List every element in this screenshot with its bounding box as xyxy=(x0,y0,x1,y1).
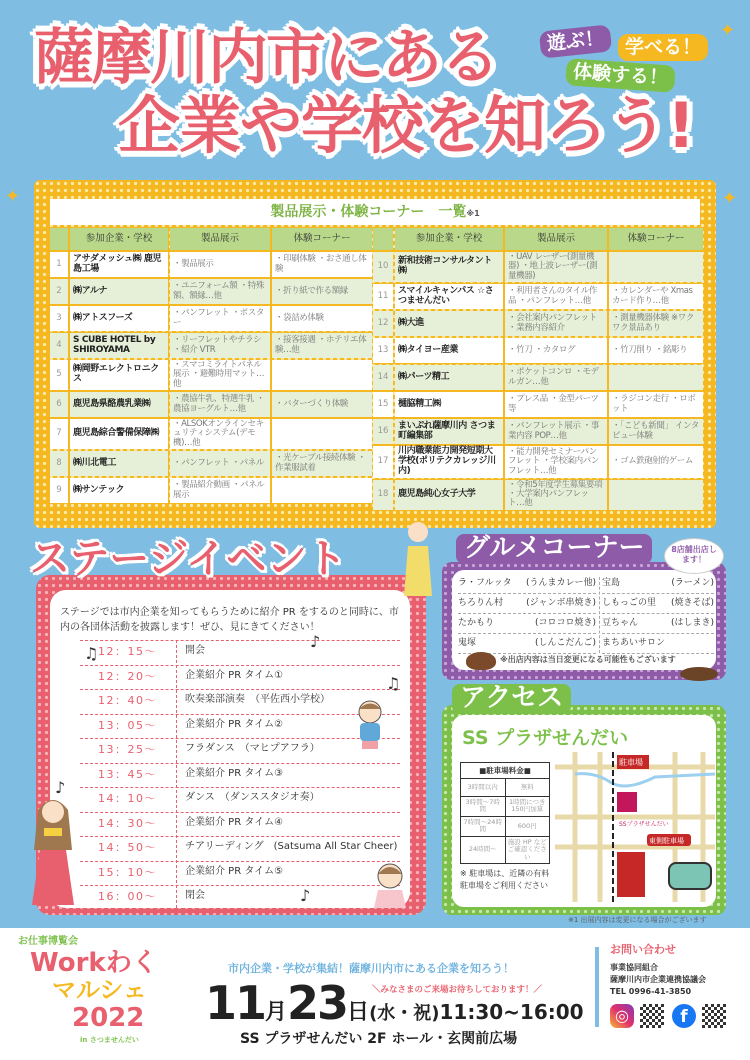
cell-no: 12 xyxy=(373,311,393,336)
shop-name: ちろりん村 xyxy=(458,598,504,608)
cell-no: 18 xyxy=(373,480,393,510)
table-row xyxy=(50,252,372,277)
table-row xyxy=(50,306,372,331)
parking-fee-row xyxy=(461,797,550,817)
schedule-event: チアリーディング (Satsuma All Star Cheer) xyxy=(185,841,398,852)
cell-no: 6 xyxy=(50,392,68,417)
shop-item xyxy=(602,595,714,614)
stage-intro: ステージでは市内企業を知ってもらうために紹介 PR をするのと同時に、市内の各団体活動を披露します！ぜひ、見にきてください！ xyxy=(60,607,399,633)
shop-name: 鬼塚 xyxy=(458,638,477,648)
cell-product: ・令和5年度学生募集要項 ・大学案内パンフレット…他 xyxy=(505,480,607,510)
bubble-play: 遊ぶ！ xyxy=(539,24,612,58)
schedule-time: 14：30～ xyxy=(98,816,157,830)
cell-company: ㈱大進 xyxy=(395,311,503,336)
table-row xyxy=(50,451,372,476)
gourmet-badge: 8店舗出店します！ xyxy=(664,538,724,574)
cell-product: ・パンフレット展示 ・事業内容 POP…他 xyxy=(505,419,607,444)
cell-no: 14 xyxy=(373,365,393,390)
schedule-time: 13：05～ xyxy=(98,718,157,732)
shop-name: しもっごの里 xyxy=(602,598,657,608)
exhibit-title xyxy=(50,199,700,225)
schedule-event: 企業紹介 PR タイム③ xyxy=(185,767,284,779)
cell-product: ・製品展示 xyxy=(170,252,270,277)
gourmet-title: グルメコーナー xyxy=(456,534,652,564)
schedule-row xyxy=(80,665,400,686)
cell-no: 7 xyxy=(50,419,68,449)
column-header: 体験コーナー xyxy=(609,228,703,250)
contact-divider xyxy=(595,947,599,1027)
parking-duration: 3時間以内 xyxy=(461,779,506,797)
schedule-row xyxy=(80,885,400,906)
headline-line2: 企業や学校を知ろう! xyxy=(118,89,695,162)
table-row xyxy=(50,392,372,417)
cell-no: 9 xyxy=(50,478,68,503)
map-parking-label: 駐車場 xyxy=(619,758,643,767)
tagline: 市内企業・学校が集結！薩摩川内市にある企業を知ろう！ xyxy=(228,962,514,975)
cell-experience: ・カレンダーや Xmas カード作り…他 xyxy=(609,284,703,309)
column-header xyxy=(373,228,393,250)
column-header: 製品展示 xyxy=(170,228,270,250)
event-time: 11:30~16:00 xyxy=(439,1000,584,1024)
parking-fee: 1時間につき150円加算 xyxy=(505,797,550,817)
map-east-parking-label: 東側駐車場 xyxy=(649,837,684,845)
date-day: 23 xyxy=(287,976,348,1030)
schedule-time: 15：10～ xyxy=(98,865,157,879)
cell-company: ㈱タイヨー産業 xyxy=(395,338,503,363)
table-row xyxy=(373,365,703,390)
cell-company: ㈱アトスフーズ xyxy=(70,306,168,331)
schedule-event: 企業紹介 PR タイム① xyxy=(185,669,284,681)
exhibit-title-note: ※1 xyxy=(466,209,480,218)
schedule-event: 企業紹介 PR タイム② xyxy=(185,718,284,730)
schedule-time: 16：00～ xyxy=(98,890,157,903)
cell-experience: ・印刷体験 ・おさ通し体験 xyxy=(272,252,372,277)
music-note-icon: ♪ xyxy=(300,886,311,905)
map-venue-label: SSプラザせんだい xyxy=(619,821,669,828)
footnote: ※1 出展内容は変更になる場合がございます xyxy=(568,916,707,924)
shop-menu: (ジャンボ串焼き) xyxy=(526,598,596,608)
music-note-icon: ♪ xyxy=(55,778,66,797)
cell-company: 鹿児島県酪農乳業㈱ xyxy=(70,392,168,417)
table-row xyxy=(50,478,372,503)
cell-experience xyxy=(272,478,372,503)
music-note-icon: ♫ xyxy=(386,674,401,693)
table-row xyxy=(373,252,703,282)
date-month-unit: 月 xyxy=(265,1000,288,1025)
table-row xyxy=(373,311,703,336)
cell-product: ・プレス品 ・金型パーツ等 xyxy=(505,392,607,417)
shop-menu: (コロコロ焼き) xyxy=(534,618,596,628)
shop-item xyxy=(458,595,596,614)
logo-year: 2022 xyxy=(72,1003,145,1033)
cell-company: ㈱岡野エレクトロニクス xyxy=(70,360,168,390)
schedule-event: 企業紹介 PR タイム⑤ xyxy=(185,865,284,877)
sparkle-icon: ✦ xyxy=(5,186,21,207)
cell-company: 鹿児島綜合警備保障㈱ xyxy=(70,419,168,449)
cell-product: ・利用者さんのタイル作品 ・パンフレット…他 xyxy=(505,284,607,309)
event-venue: SS プラザせんだい 2F ホール・玄関前広場 xyxy=(240,1031,518,1047)
instagram-icon[interactable]: ◎ xyxy=(610,1004,634,1028)
column-header: 参加企業・学校 xyxy=(70,228,168,250)
access-venue: SS プラザせんだい xyxy=(462,727,629,749)
schedule-time: 12：40～ xyxy=(98,694,157,707)
cell-no: 1 xyxy=(50,252,68,277)
schedule-row xyxy=(80,640,400,661)
schedule-time: 12：20～ xyxy=(98,669,157,683)
cell-experience xyxy=(272,360,372,390)
sparkle-icon: ✦ xyxy=(722,188,738,209)
shop-name: まちあいサロン xyxy=(602,638,666,648)
access-title: アクセス xyxy=(452,684,571,714)
contact-org2: 薩摩川内市企業連携協議会 xyxy=(610,975,706,984)
logo-place: in さつませんだい xyxy=(80,1036,139,1044)
welcome-message: ＼みなさまのご来場お待ちしております！／ xyxy=(372,985,543,995)
logo-main2: マルシェ xyxy=(52,976,147,1004)
table-row xyxy=(373,419,703,444)
headline-line1: 薩摩川内市にある xyxy=(34,23,498,93)
schedule-event: 企業紹介 PR タイム④ xyxy=(185,816,284,828)
contact-info xyxy=(610,962,706,998)
cell-product: ・農協牛乳、特選牛乳 ・農協ヨーグルト…他 xyxy=(170,392,270,417)
cell-product: ・竹刀 ・カタログ xyxy=(505,338,607,363)
parking-fee: 無料 xyxy=(505,779,550,797)
schedule-row xyxy=(80,861,400,882)
schedule-event: 閉会 xyxy=(185,890,205,901)
cell-company: 川内職業能力開発短期大学校(ポリテクカレッジ川内) xyxy=(395,446,503,478)
cell-company: 鹿児島純心女子大学 xyxy=(395,480,503,510)
cell-company: ㈱サンテック xyxy=(70,478,168,503)
logo-main: Workわく xyxy=(30,948,158,978)
table-row xyxy=(373,338,703,363)
cell-no: 11 xyxy=(373,284,393,309)
cell-experience xyxy=(609,480,703,510)
cell-experience xyxy=(272,419,372,449)
stage-schedule xyxy=(80,640,410,910)
table-row xyxy=(50,279,372,304)
schedule-event: フラダンス （マヒプアフラ） xyxy=(185,743,320,754)
cell-experience: ・「こども新聞」 インタビュー体験 xyxy=(609,419,703,444)
date-month: 11 xyxy=(205,976,266,1030)
shop-name: 宝島 xyxy=(602,578,621,588)
date-day-unit: 日 xyxy=(347,1000,370,1025)
cell-no: 10 xyxy=(373,252,393,282)
car-illustration xyxy=(668,862,712,890)
schedule-time: 13：25～ xyxy=(98,743,157,756)
cell-company: まいぷれ薩摩川内 さつま町編集部 xyxy=(395,419,503,444)
logo-subtitle: お仕事博覧会 xyxy=(18,936,78,947)
cell-no: 8 xyxy=(50,451,68,476)
cell-experience: ・光ケーブル接続体験 ・作業服試着 xyxy=(272,451,372,476)
table-row xyxy=(373,284,703,309)
bubble-learn: 学べる！ xyxy=(618,34,708,61)
schedule-time: 13：45～ xyxy=(98,767,157,781)
cell-no: 4 xyxy=(50,333,68,358)
cell-product: ・リーフレットやチラシ ・紹介 VTR xyxy=(170,333,270,358)
yakisoba-illustration xyxy=(680,667,718,681)
cell-company: 新和技術コンサルタント㈱ xyxy=(395,252,503,282)
schedule-time: 14：10～ xyxy=(98,792,157,805)
cell-no: 5 xyxy=(50,360,68,390)
parking-duration: 7時間～24時間 xyxy=(461,816,506,836)
table-row xyxy=(373,446,703,478)
table-row xyxy=(50,419,372,449)
parking-fee: 施設 HP などご確認ください xyxy=(505,836,550,863)
sparkle-icon: ✦ xyxy=(720,20,736,41)
parking-duration: 3時間～7時間 xyxy=(461,797,506,817)
cell-product: ・パンフレット ・ポスター xyxy=(170,306,270,331)
child-illustration xyxy=(350,700,390,760)
schedule-row xyxy=(80,787,400,808)
cell-no: 2 xyxy=(50,279,68,304)
shop-menu: (うんまカレー他) xyxy=(525,578,596,588)
table-row xyxy=(373,480,703,510)
facebook-icon[interactable]: f xyxy=(672,1004,696,1028)
cell-company: アサダメッシュ㈱ 鹿児島工場 xyxy=(70,252,168,277)
cell-no: 15 xyxy=(373,392,393,417)
shop-menu: (ラーメン) xyxy=(671,578,714,588)
shop-menu: (はしまき) xyxy=(670,618,714,628)
exhibit-table-left xyxy=(48,226,374,505)
shop-menu: (焼きそば) xyxy=(670,598,714,608)
cell-product: ・スマコミライトパネル展示 ・避難時用マット…他 xyxy=(170,360,270,390)
instagram-qr-code xyxy=(640,1004,664,1028)
cell-company: ㈱川北電工 xyxy=(70,451,168,476)
cell-no: 13 xyxy=(373,338,393,363)
shop-item xyxy=(602,615,714,634)
cell-product: ・会社案内パンフレット ・業務内容紹介 xyxy=(505,311,607,336)
shop-name: ラ・フルッタ xyxy=(458,578,512,588)
exhibit-table-right xyxy=(371,226,705,512)
gourmet-note: ※出店内容は当日変更になる可能性もございます xyxy=(500,655,676,664)
parking-note: ※ 駐車場は、近隣の有料駐車場をご利用ください xyxy=(460,869,550,890)
column-header: 製品展示 xyxy=(505,228,607,250)
parking-fee-table xyxy=(460,762,550,864)
cell-product: ・UAV レーザー(測量機器) ・地上波レーザー(測量機器) xyxy=(505,252,607,282)
shop-item xyxy=(458,575,596,594)
table-row xyxy=(50,333,372,358)
parking-fee-row xyxy=(461,836,550,863)
exhibit-title-text: 製品展示・体験コーナー 一覧 xyxy=(270,204,467,220)
shop-item xyxy=(602,635,714,654)
cell-company: スマイルキャンパス ☆さつませんだい xyxy=(395,284,503,309)
schedule-event: 吹奏楽部演奏 （平佐西小学校） xyxy=(185,694,330,705)
parking-duration: 24時間～ xyxy=(461,836,506,863)
shop-name: たかもり xyxy=(458,618,495,628)
schedule-time: 12：15～ xyxy=(98,645,157,658)
schedule-row xyxy=(80,836,400,857)
table-row xyxy=(373,392,703,417)
parking-fee-title: ■駐車場料金■ xyxy=(461,763,550,779)
schedule-row xyxy=(80,812,400,833)
cell-company: ㈱アルナ xyxy=(70,279,168,304)
parking-fee: 600円 xyxy=(505,816,550,836)
shop-menu: (しんこだんご) xyxy=(534,638,596,648)
column-header: 体験コーナー xyxy=(272,228,372,250)
schedule-time: 14：50～ xyxy=(98,841,157,854)
table-row xyxy=(50,360,372,390)
column-header: 参加企業・学校 xyxy=(395,228,503,250)
cell-company: S CUBE HOTEL by SHIROYAMA xyxy=(70,333,168,358)
curry-illustration xyxy=(466,652,496,670)
cell-company: 樋脇精工㈱ xyxy=(395,392,503,417)
cell-product: ・ポケットコンロ ・モデルガン…他 xyxy=(505,365,607,390)
contact-org1: 事業協同組合 xyxy=(610,963,658,972)
cell-experience: ・袋詰め体験 xyxy=(272,306,372,331)
dancer-illustration xyxy=(398,520,438,598)
cell-experience: ・ラジコン走行 ・ロボット xyxy=(609,392,703,417)
facebook-qr-code xyxy=(702,1004,726,1028)
cell-product: ・製品紹介動画 ・パネル展示 xyxy=(170,478,270,503)
cell-experience: ・バターづくり体験 xyxy=(272,392,372,417)
cell-experience: ・接客接遇 ・ホテリエ体験…他 xyxy=(272,333,372,358)
shop-divider xyxy=(599,577,600,653)
cell-experience xyxy=(609,252,703,282)
parking-fee-row xyxy=(461,779,550,797)
shop-item xyxy=(458,615,596,634)
cell-experience: ・折り紙で作る額縁 xyxy=(272,279,372,304)
girl-illustration xyxy=(370,862,410,908)
cell-product: ・能力開発セミナーパンフレット ・学校案内パンフレット…他 xyxy=(505,446,607,478)
cell-company: ㈱パーツ精工 xyxy=(395,365,503,390)
schedule-event: ダンス （ダンススタジオ奏） xyxy=(185,792,320,803)
cell-no: 3 xyxy=(50,306,68,331)
schedule-event: 開会 xyxy=(185,645,205,656)
hula-dancer-illustration xyxy=(28,790,78,910)
schedule-row xyxy=(80,763,400,784)
cell-experience: ・測量機器体験 ※ワクワク景品あり xyxy=(609,311,703,336)
cell-product: ・パンフレット ・パネル xyxy=(170,451,270,476)
cell-product: ・ユニフォーム額 ・特殊額、額縁…他 xyxy=(170,279,270,304)
cell-no: 17 xyxy=(373,446,393,478)
cell-experience xyxy=(609,365,703,390)
bubble-experience: 体験する！ xyxy=(565,58,676,92)
contact-tel[interactable]: TEL 0996-41-3850 xyxy=(610,987,692,996)
gourmet-shop-list xyxy=(458,575,714,655)
column-header xyxy=(50,228,68,250)
parking-fee-row xyxy=(461,816,550,836)
cell-no: 16 xyxy=(373,419,393,444)
date-weekday: (水・祝) xyxy=(369,1003,440,1024)
cell-product: ・ALSOKオンラインセキュリティシステム(デモ機)…他 xyxy=(170,419,270,449)
stage-title: ステージイベント xyxy=(30,536,347,582)
shop-name: 豆ちゃん xyxy=(602,618,639,628)
music-note-icon: ♪ xyxy=(310,632,321,651)
shop-item xyxy=(602,575,714,594)
contact-title: お問い合わせ xyxy=(610,943,676,956)
music-note-icon: ♫ xyxy=(84,644,99,663)
schedule-divider-line xyxy=(80,910,400,911)
cell-experience: ・竹刀削り ・銘彫り xyxy=(609,338,703,363)
cell-experience: ・ゴム鉄砲射的ゲーム xyxy=(609,446,703,478)
